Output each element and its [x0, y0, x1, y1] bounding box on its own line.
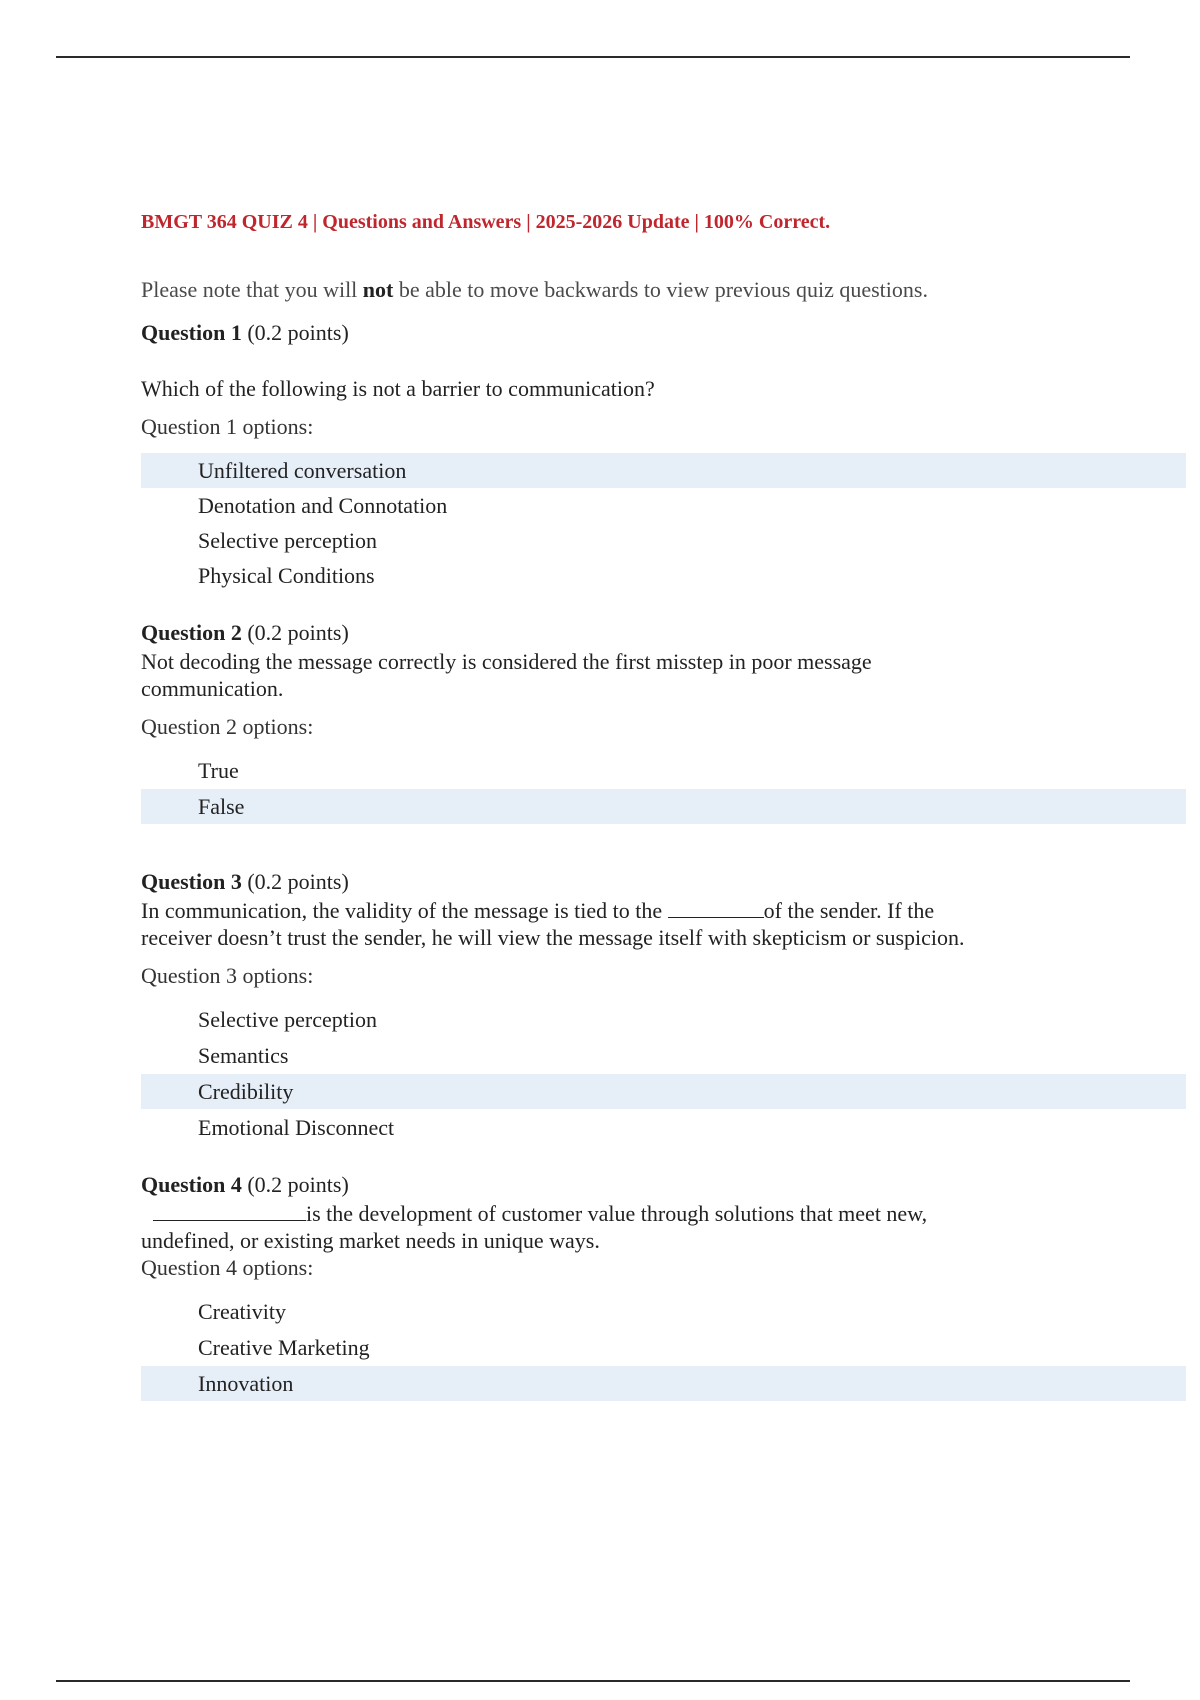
question-3-option[interactable]: Emotional Disconnect — [198, 1115, 395, 1140]
question-2-text-line: communication. — [141, 676, 284, 701]
note-text-before: Please note that you will — [141, 277, 363, 302]
question-4-options-label: Question 4 options: — [141, 1255, 314, 1280]
fill-in-blank — [668, 897, 764, 918]
fill-in-blank — [153, 1200, 306, 1221]
question-3-text-line — [141, 897, 965, 924]
note-text-bold: not — [362, 277, 394, 302]
quiz-note — [141, 277, 928, 303]
question-2-option[interactable]: True — [198, 758, 239, 783]
question-4-heading — [141, 1172, 349, 1198]
question-1-option[interactable]: Physical Conditions — [198, 563, 375, 588]
page-title: BMGT 364 QUIZ 4 | Questions and Answers | 2025-2026 Update | 100% Correct. — [141, 211, 831, 233]
question-3-option[interactable]: Semantics — [198, 1043, 289, 1068]
question-3-text — [141, 897, 965, 951]
question-3-option[interactable]: Credibility — [141, 1074, 1186, 1109]
question-2-text-line: Not decoding the message correctly is considered the first misstep in poor message — [141, 649, 872, 674]
question-3-heading — [141, 869, 349, 895]
question-4-text-line — [141, 1200, 927, 1227]
question-2-options-label: Question 2 options: — [141, 714, 314, 739]
question-2-number: Question 2 — [141, 620, 242, 645]
question-3-option[interactable]: Selective perception — [198, 1007, 377, 1032]
question-4-text — [141, 1200, 927, 1254]
question-1-option[interactable]: Selective perception — [198, 528, 377, 553]
question-3-text-line: receiver doesn’t trust the sender, he will view the message itself with skepticism or suspicion. — [141, 925, 965, 950]
question-4-text-part: is the development of customer value through solutions that meet new, — [306, 1201, 928, 1226]
question-4-option[interactable]: Creativity — [198, 1299, 286, 1324]
question-4-points: (0.2 points) — [241, 1172, 349, 1197]
question-4-option[interactable]: Innovation — [141, 1366, 1186, 1401]
note-text-after: be able to move backwards to view previous quiz questions. — [393, 277, 928, 302]
question-2-option[interactable]: False — [141, 789, 1186, 824]
question-3-number: Question 3 — [141, 869, 242, 894]
question-1-heading — [141, 320, 349, 346]
question-1-options-label: Question 1 options: — [141, 414, 314, 439]
question-1-number: Question 1 — [141, 320, 242, 345]
question-1-points: (0.2 points) — [241, 320, 349, 345]
question-2-text — [141, 648, 872, 702]
question-4-option[interactable]: Creative Marketing — [198, 1335, 370, 1360]
question-1-option[interactable]: Unfiltered conversation — [141, 453, 1186, 488]
question-3-text-part: of the sender. If the — [763, 898, 935, 923]
question-3-options-label: Question 3 options: — [141, 963, 314, 988]
question-1-option[interactable]: Denotation and Connotation — [198, 493, 448, 518]
question-2-heading — [141, 620, 349, 646]
question-1-text: Which of the following is not a barrier to communication? — [141, 376, 655, 401]
question-4-number: Question 4 — [141, 1172, 242, 1197]
question-3-text-part: In communication, the validity of the message is tied to the — [141, 898, 668, 923]
question-2-points: (0.2 points) — [241, 620, 349, 645]
question-4-text-line: undefined, or existing market needs in unique ways. — [141, 1228, 600, 1253]
bottom-rule — [56, 1680, 1130, 1682]
question-3-points: (0.2 points) — [241, 869, 349, 894]
top-rule — [56, 56, 1130, 58]
